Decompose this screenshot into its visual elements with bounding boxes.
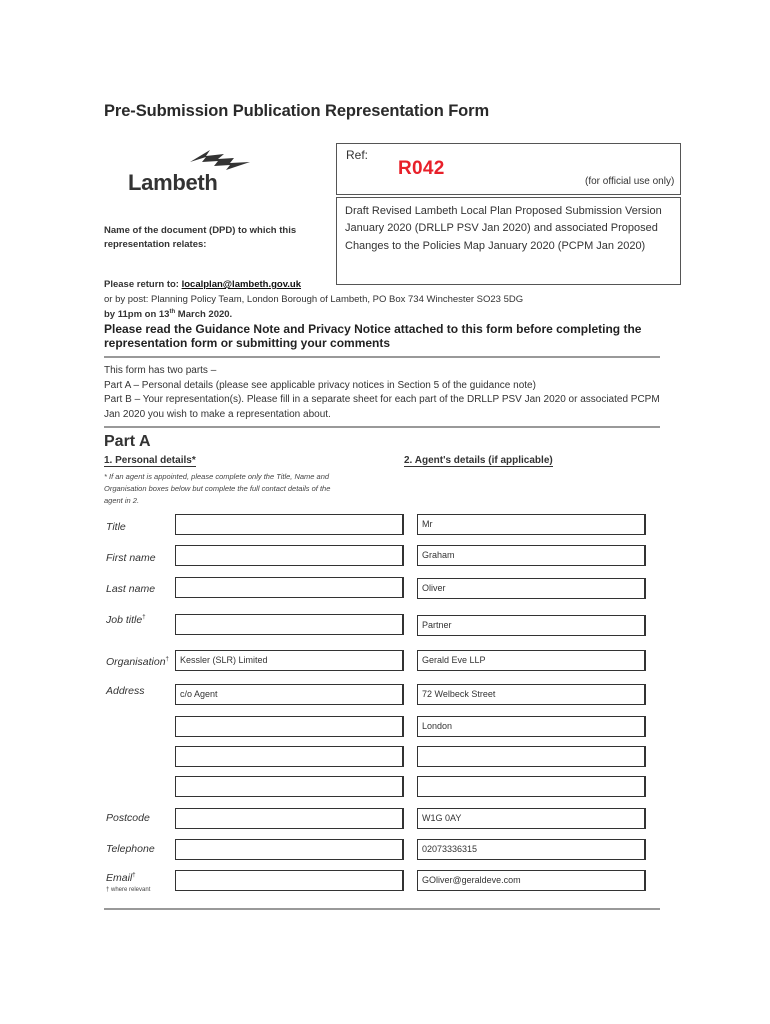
agent-address-line-4[interactable] [417,776,646,797]
personal-title-field[interactable] [175,514,404,535]
personal-address-line-4[interactable] [175,776,404,797]
footnote: † where relevant [106,887,151,893]
personal-postcode-field[interactable] [175,808,404,829]
document-name-label: Name of the document (DPD) to which this representation relates: [104,225,297,250]
section-personal-heading: 1. Personal details* [104,455,196,466]
personal-last-name-field[interactable] [175,577,404,598]
label-postcode: Postcode [106,812,150,824]
label-email-text: Email [106,872,133,884]
agent-address-line-1[interactable]: 72 Welbeck Street [417,684,646,705]
label-title: Title [106,521,126,533]
label-last-name: Last name [106,583,156,595]
label-organisation [106,656,169,668]
divider [104,356,660,358]
dagger-mark: † [142,614,146,621]
return-email-link[interactable]: localplan@lambeth.gov.uk [181,279,302,290]
deadline-sup: th [169,309,176,315]
intro-line: Part B – Your representation(s). Please fill in a separate sheet for each part of the DRLLP PSV Jan 2020 or associated PCPM Jan 2020 you wish to make a representation about. [104,394,660,420]
label-organisation-text: Organisation [106,656,166,668]
agent-last-name-field[interactable]: Oliver [417,578,646,599]
return-line [104,279,301,290]
personal-address-line-1[interactable]: c/o Agent [175,684,404,705]
postal-address: or by post: Planning Policy Team, London Borough of Lambeth, PO Box 734 Winchester SO23 5DG [104,294,524,305]
label-telephone: Telephone [106,843,155,855]
label-first-name: First name [106,552,156,564]
part-a-heading: Part A [104,433,151,450]
personal-telephone-field[interactable] [175,839,404,860]
ref-code: R042 [398,158,445,179]
agent-telephone-field[interactable]: 02073336315 [417,839,646,860]
label-job-title [106,614,146,626]
agent-title-field[interactable]: Mr [417,514,646,535]
dagger-mark: † [165,656,169,663]
deadline-pre: by 11pm on 13 [104,309,170,321]
guidance-notice: Please read the Guidance Note and Privacy Notice attached to this form before completing the representation form or submitting your comments [104,322,642,350]
personal-address-line-2[interactable] [175,716,404,737]
agent-first-name-field[interactable]: Graham [417,545,646,566]
ref-label: Ref: [346,148,369,162]
agent-address-line-2[interactable]: London [417,716,646,737]
personal-job-title-field[interactable] [175,614,404,635]
personal-organisation-field[interactable]: Kessler (SLR) Limited [175,650,404,671]
agent-job-title-field[interactable]: Partner [417,615,646,636]
label-email [106,872,136,884]
personal-email-field[interactable] [175,870,404,891]
deadline-post: March 2020. [175,309,233,321]
lambeth-logo-text: Lambeth [128,170,218,195]
official-use-note: (for official use only) [585,176,675,187]
label-address: Address [106,685,145,697]
personal-first-name-field[interactable] [175,545,404,566]
agent-organisation-field[interactable]: Gerald Eve LLP [417,650,646,671]
intro-line: Part A – Personal details (please see applicable privacy notices in Section 5 of the guidance note) [104,379,536,391]
agent-address-line-3[interactable] [417,746,646,767]
label-job-title-text: Job title [106,614,143,626]
section-agent-heading: 2. Agent's details (if applicable) [404,455,553,466]
document-name-value: Draft Revised Lambeth Local Plan Proposed Submission Version January 2020 (DRLLP PSV Jan 2020) and associated Proposed Changes to the Policies Map January 2020 (PCPM Jan 2020) [345,205,662,252]
form-title: Pre-Submission Publication Representation Form [104,102,490,120]
ref-box [336,143,681,195]
divider [104,426,660,428]
agent-email-field[interactable]: GOliver@geraldeve.com [417,870,646,891]
agent-postcode-field[interactable]: W1G 0AY [417,808,646,829]
agent-note: * If an agent is appointed, please complete only the Title, Name and Organisation boxes below but complete the full contact details of the agent in 2. [104,472,331,505]
personal-address-line-3[interactable] [175,746,404,767]
return-prefix: Please return to: [104,279,179,290]
deadline [104,309,232,320]
dagger-mark: † [132,872,136,879]
intro-text [104,364,664,422]
intro-line: This form has two parts – [104,365,217,376]
divider [104,908,660,910]
